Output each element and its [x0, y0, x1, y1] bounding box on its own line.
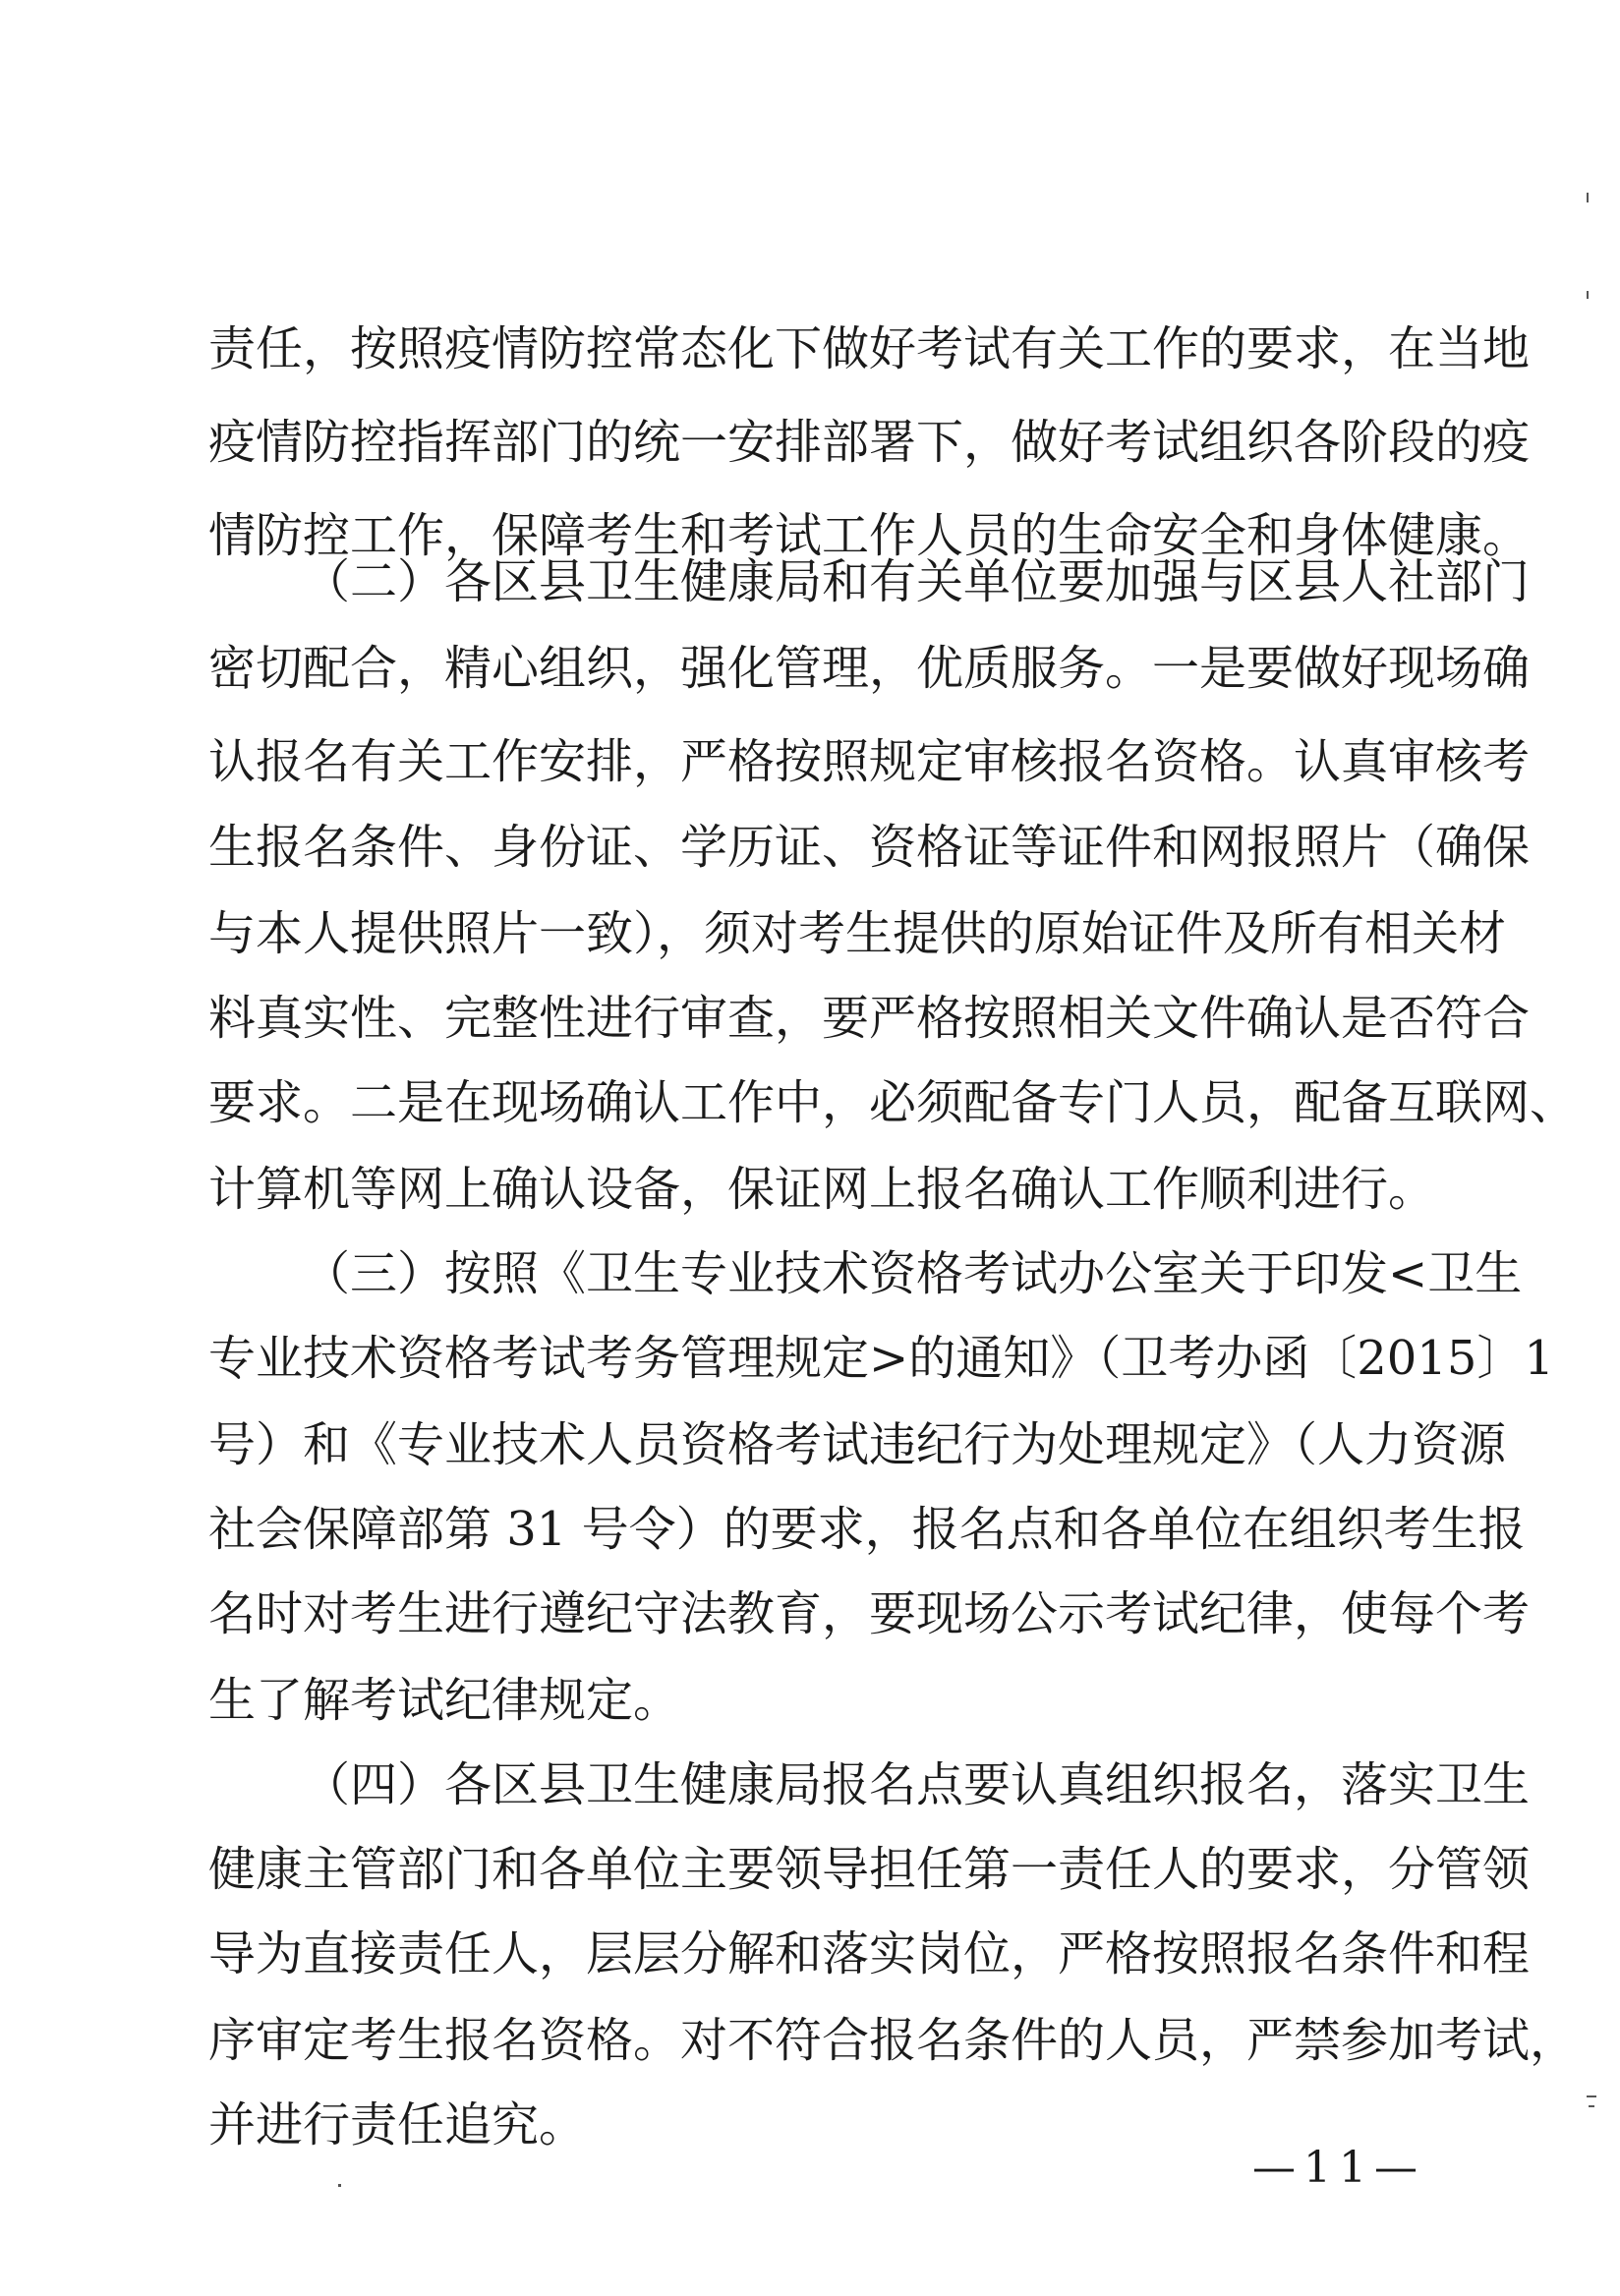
paragraph-line: 要求。二是在现场确认工作中，必须配备专门人员，配备互联网、	[208, 1075, 1578, 1130]
paragraph-line: 序审定考生报名资格。对不符合报名条件的人员，严禁参加考试，	[208, 2013, 1578, 2068]
paragraph-line: 生了解考试纪律规定。	[208, 1673, 681, 1728]
paragraph-line: 认报名有关工作安排，严格按照规定审核报名资格。认真审核考	[208, 734, 1531, 789]
paragraph-line: 专业技术资格考试考务管理规定>的通知》（卫考办函〔2015〕1	[208, 1331, 1554, 1386]
paragraph-line: 健康主管部门和各单位主要领导担任第一责任人的要求，分管领	[208, 1842, 1531, 1897]
scan-mark	[1587, 291, 1589, 299]
scan-mark	[1587, 193, 1589, 202]
paragraph-line: （二）各区县卫生健康局和有关单位要加强与区县人社部门	[303, 554, 1531, 609]
scan-mark	[1587, 2095, 1596, 2097]
paragraph-line: 料真实性、完整性进行审查，要严格按照相关文件确认是否符合	[208, 991, 1531, 1046]
paragraph-line: 疫情防控指挥部门的统一安排部署下，做好考试组织各阶段的疫	[208, 415, 1531, 470]
paragraph-line: 密切配合，精心组织，强化管理，优质服务。一是要做好现场确	[208, 641, 1531, 696]
paragraph-line: 责任，按照疫情防控常态化下做好考试有关工作的要求，在当地	[208, 321, 1531, 376]
scan-mark	[1589, 2105, 1594, 2107]
paragraph-line: 社会保障部第 31 号令）的要求，报名点和各单位在组织考生报	[208, 1502, 1526, 1557]
paragraph-line: （三）按照《卫生专业技术资格考试办公室关于印发<卫生	[303, 1246, 1523, 1301]
page-number: —11—	[1252, 2143, 1425, 2193]
paragraph-line: 名时对考生进行遵纪守法教育，要现场公示考试纪律，使每个考	[208, 1586, 1531, 1641]
paragraph-line: 计算机等网上确认设备，保证网上报名确认工作顺利进行。	[208, 1162, 1436, 1217]
paragraph-line: 情防控工作，保障考生和考试工作人员的生命安全和身体健康。	[208, 508, 1531, 563]
paragraph-line: 并进行责任追究。	[208, 2097, 587, 2152]
paragraph-line: 导为直接责任人，层层分解和落实岗位，严格按照报名条件和程	[208, 1926, 1531, 1981]
scan-mark	[338, 2184, 341, 2187]
paragraph-line: （四）各区县卫生健康局报名点要认真组织报名，落实卫生	[303, 1757, 1531, 1812]
paragraph-line: 与本人提供照片一致），须对考生提供的原始证件及所有相关材	[208, 906, 1507, 961]
paragraph-line: 生报名条件、身份证、学历证、资格证等证件和网报照片（确保	[208, 820, 1531, 875]
paragraph-line: 号）和《专业技术人员资格考试违纪行为处理规定》（人力资源	[208, 1417, 1507, 1472]
